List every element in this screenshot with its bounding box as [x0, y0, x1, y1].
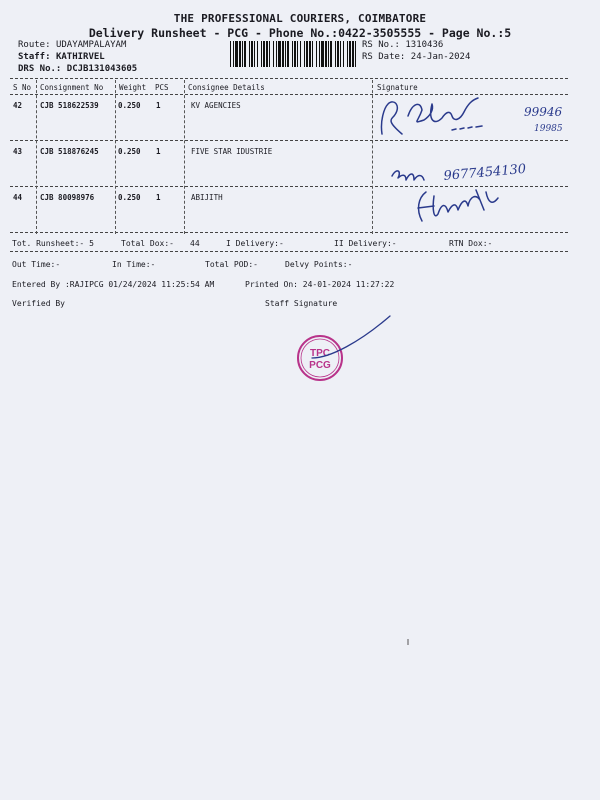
- total-pod: Total POD:-: [205, 260, 258, 269]
- barcode-bar: [343, 41, 344, 67]
- total-dox-label: Total Dox:-: [121, 239, 174, 248]
- signature-stroke: [418, 190, 498, 221]
- signature-stroke: [392, 171, 424, 180]
- route-label: Route:: [18, 40, 51, 50]
- barcode-bar: [276, 41, 277, 67]
- col-header-pcs: PCS: [155, 83, 169, 92]
- total-dox-value: 44: [190, 239, 200, 248]
- row-sno: 44: [13, 193, 23, 202]
- drs-value: DCJB131043605: [66, 64, 138, 74]
- signature-stroke: [452, 126, 482, 130]
- ii-delivery: II Delivery:-: [334, 239, 397, 248]
- row-consignee: FIVE STAR IDUSTRIE: [191, 147, 273, 156]
- column-divider: [184, 80, 185, 234]
- handwritten-phone: 9677454130: [443, 161, 527, 184]
- row-pcs: 1: [156, 147, 161, 156]
- route-value: UDAYAMPALAYAM: [55, 40, 127, 50]
- tot-runsheet: Tot. Runsheet:- 5: [12, 239, 94, 248]
- barcode-bar: [235, 41, 238, 67]
- barcode-bar: [330, 41, 332, 67]
- barcode-bar: [278, 41, 281, 67]
- drs-label: DRS No.:: [18, 64, 62, 74]
- row-weight: 0.250: [118, 147, 141, 156]
- col-header-consignee: Consignee Details: [188, 83, 265, 92]
- barcode-bar: [328, 41, 329, 67]
- entered-by: Entered By :RAJIPCG 01/24/2024 11:25:54 AM: [12, 280, 215, 289]
- runsheet-subtitle: Delivery Runsheet - PCG - Phone No.:0422-3505555 - Page No.:5: [88, 26, 512, 40]
- drs-line: [18, 64, 137, 74]
- rs-no-value: 1310436: [405, 40, 444, 50]
- row-pcs: 1: [156, 101, 161, 110]
- barcode-bar: [287, 41, 289, 67]
- column-divider: [115, 80, 116, 234]
- rs-no-label: RS No.:: [362, 40, 400, 50]
- rs-date-value: 24-Jan-2024: [410, 52, 471, 62]
- barcode-bar: [349, 41, 351, 67]
- row-sno: 43: [13, 147, 23, 156]
- barcode-bar: [347, 41, 348, 67]
- barcode-bar: [306, 41, 308, 67]
- verified-by: Verified By: [12, 299, 65, 308]
- barcode-bar: [263, 41, 265, 67]
- row-consignee: ABIJITH: [191, 193, 223, 202]
- in-time: In Time:-: [112, 260, 156, 269]
- summary-rule: [10, 251, 568, 252]
- handwritten-note: 19985: [534, 124, 563, 134]
- barcode-bar: [340, 41, 341, 67]
- barcode-bar: [319, 41, 320, 67]
- row-sno: 42: [13, 101, 23, 110]
- barcode-bar: [316, 41, 317, 67]
- barcode-bar: [254, 41, 255, 67]
- stamp-text-bottom: PCG: [309, 360, 331, 371]
- barcode-bar: [304, 41, 305, 67]
- row-weight: 0.250: [118, 101, 141, 110]
- col-header-consignment: Consignment No: [40, 83, 104, 92]
- barcode-bar: [230, 41, 231, 67]
- staff-value: KATHIRVEL: [55, 52, 105, 62]
- row-consignment-no: CJB 80098976: [40, 193, 95, 202]
- i-delivery: I Delivery:-: [226, 239, 284, 248]
- barcode-bar: [242, 41, 243, 67]
- barcode-bar: [266, 41, 268, 67]
- barcode-bar: [251, 41, 253, 67]
- barcode-bar: [352, 41, 354, 67]
- barcode-bar: [282, 41, 284, 67]
- rtn-dox: RTN Dox:-: [449, 239, 493, 248]
- staff-line: [18, 52, 105, 62]
- barcode-bar: [257, 41, 258, 67]
- barcode-bar: [325, 41, 327, 67]
- row-consignment-no: CJB 518622539: [40, 101, 99, 110]
- company-stamp: [290, 312, 400, 382]
- barcode-bar: [309, 41, 311, 67]
- table-top-rule: [10, 78, 568, 79]
- stamp-text-top: TPC: [310, 348, 330, 359]
- delvy-points: Delvy Points:-: [285, 260, 353, 269]
- handwritten-signatures: [372, 86, 572, 236]
- col-header-weight: Weight: [119, 83, 147, 92]
- barcode-bar: [297, 41, 298, 67]
- rs-date-label: RS Date:: [362, 52, 406, 62]
- staff-label: Staff:: [18, 52, 51, 62]
- barcode-bar: [355, 41, 356, 67]
- row-weight: 0.250: [118, 193, 141, 202]
- barcode-bar: [249, 41, 250, 67]
- row-pcs: 1: [156, 193, 161, 202]
- col-header-signature: Signature: [377, 83, 418, 92]
- printed-on: Printed On: 24-01-2024 11:27:22: [245, 280, 395, 289]
- column-divider: [36, 80, 37, 234]
- handwritten-note: 99946: [524, 105, 563, 119]
- barcode-bar: [294, 41, 296, 67]
- staff-signature-label: Staff Signature: [265, 299, 338, 308]
- row-consignment-no: CJB 518876245: [40, 147, 99, 156]
- barcode-bar: [337, 41, 339, 67]
- barcode-bar: [312, 41, 313, 67]
- out-time: Out Time:-: [12, 260, 61, 269]
- company-title: THE PROFESSIONAL COURIERS, COIMBATORE: [173, 12, 427, 25]
- paper-speck: [406, 630, 410, 636]
- signature-stroke: [408, 98, 478, 122]
- barcode-bar: [261, 41, 262, 67]
- barcode-bar: [300, 41, 301, 67]
- barcode-bar: [292, 41, 293, 67]
- barcode-bar: [273, 41, 274, 67]
- barcode-bar: [244, 41, 246, 67]
- row-consignee: KV AGENCIES: [191, 101, 241, 110]
- route-line: [18, 40, 126, 50]
- rs-date-line: [362, 52, 470, 62]
- barcode-bar: [239, 41, 241, 67]
- barcode-bar: [321, 41, 324, 67]
- col-header-sno: S No: [13, 83, 32, 92]
- barcode-bar: [285, 41, 286, 67]
- barcode-image: [230, 41, 356, 67]
- barcode-bar: [233, 41, 234, 67]
- barcode-bar: [269, 41, 270, 67]
- rs-no-line: [362, 40, 443, 50]
- barcode-bar: [335, 41, 336, 67]
- signature-stroke: [381, 102, 402, 134]
